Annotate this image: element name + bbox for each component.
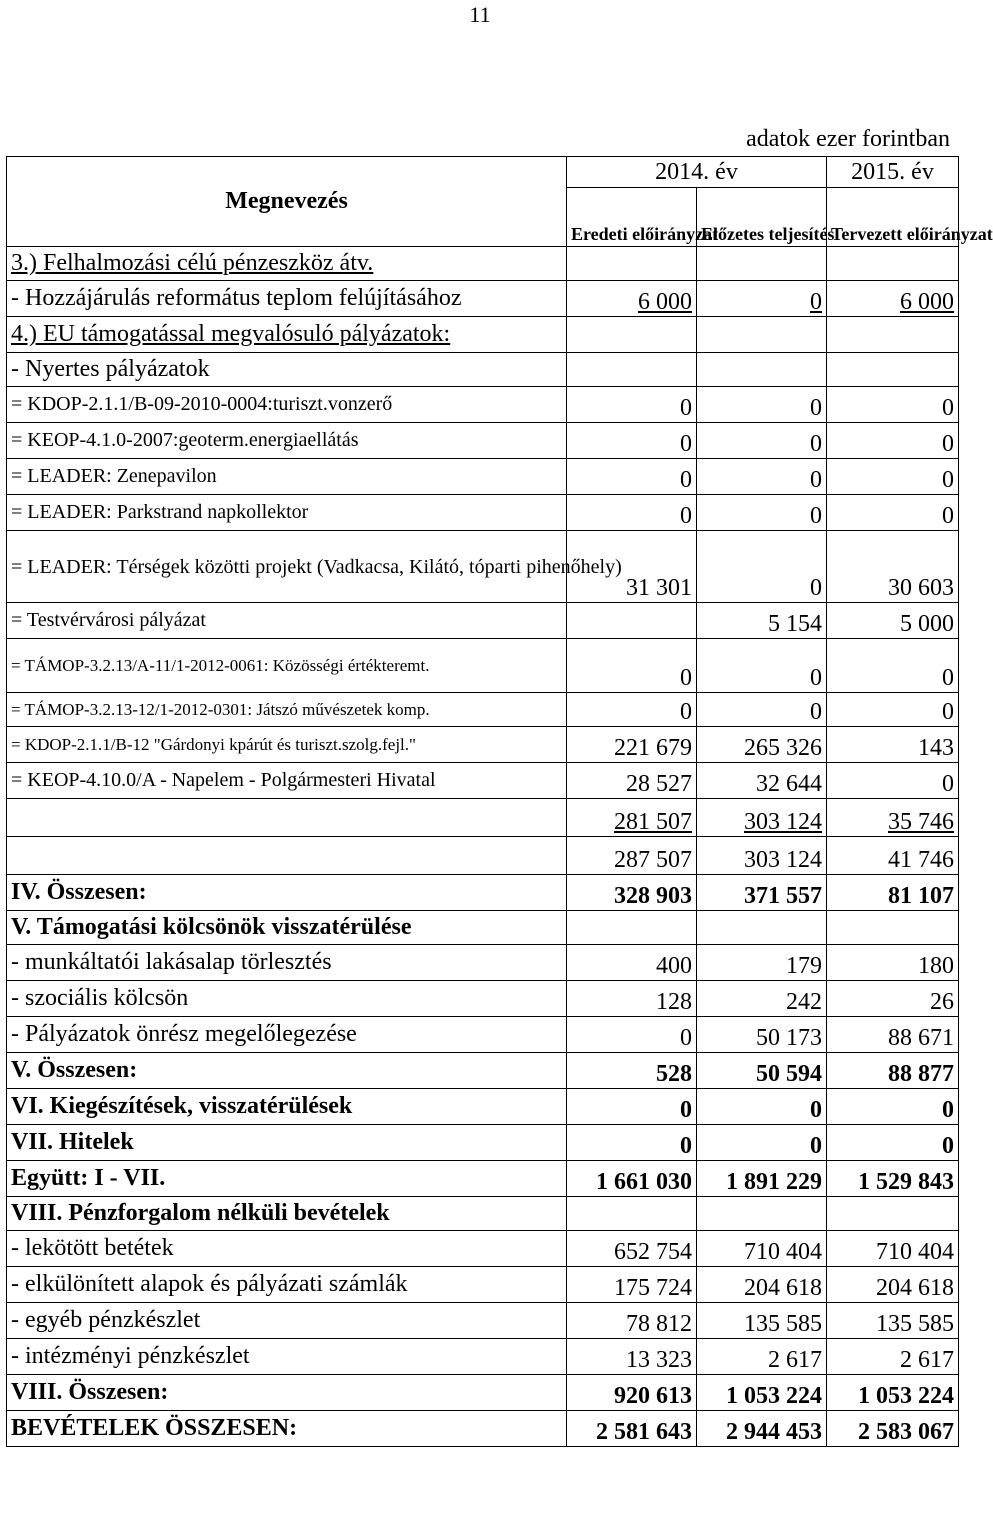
row-value-preliminary: 0 (697, 1089, 827, 1125)
row-value-preliminary: 0 (697, 1125, 827, 1161)
row-value-planned (827, 247, 959, 281)
table-row (7, 531, 959, 603)
table-row (7, 1197, 959, 1231)
row-value-planned: 0 (827, 1125, 959, 1161)
table-row (7, 1125, 959, 1161)
table-row (7, 1411, 959, 1447)
row-value-original: 920 613 (567, 1375, 697, 1411)
row-value-preliminary: 32 644 (697, 763, 827, 799)
row-value-original: 128 (567, 981, 697, 1017)
row-label: - Hozzájárulás református teplom felújításához (7, 281, 567, 317)
row-value-preliminary: 2 944 453 (697, 1411, 827, 1447)
header-name: Megnevezés (7, 157, 567, 247)
row-value-planned: 0 (827, 693, 959, 727)
row-value-original: 78 812 (567, 1303, 697, 1339)
row-value-planned: 180 (827, 945, 959, 981)
row-value-planned: 35 746 (827, 799, 959, 837)
row-value-preliminary (697, 247, 827, 281)
row-value-planned: 143 (827, 727, 959, 763)
row-value-preliminary: 0 (697, 639, 827, 693)
row-value-planned: 88 671 (827, 1017, 959, 1053)
row-label: VI. Kiegészítések, visszatérülések (7, 1089, 567, 1125)
row-value-original: 175 724 (567, 1267, 697, 1303)
row-value-preliminary: 0 (697, 281, 827, 317)
row-value-planned: 41 746 (827, 837, 959, 875)
row-value-original: 2 581 643 (567, 1411, 697, 1447)
row-value-planned: 30 603 (827, 531, 959, 603)
row-value-planned: 0 (827, 459, 959, 495)
row-value-preliminary: 50 594 (697, 1053, 827, 1089)
row-value-preliminary: 0 (697, 423, 827, 459)
table-row (7, 1231, 959, 1267)
table-row (7, 875, 959, 911)
header-col-preliminary: Előzetes teljesítés (697, 188, 827, 247)
row-label: - intézményi pénzkészlet (7, 1339, 567, 1375)
row-label: = KDOP-2.1.1/B-09-2010-0004:turiszt.vonzerő (7, 387, 567, 423)
table-row (7, 1375, 959, 1411)
table-row (7, 603, 959, 639)
row-value-preliminary: 303 124 (697, 799, 827, 837)
table-row (7, 459, 959, 495)
row-value-planned: 26 (827, 981, 959, 1017)
header-row-years (7, 157, 959, 188)
header-col-planned: Tervezett előirányzat (827, 188, 959, 247)
row-value-preliminary: 242 (697, 981, 827, 1017)
row-value-preliminary: 1 053 224 (697, 1375, 827, 1411)
row-value-preliminary (697, 317, 827, 353)
row-label: Együtt: I - VII. (7, 1161, 567, 1197)
unit-note: adatok ezer forintban (746, 126, 950, 152)
row-value-planned (827, 911, 959, 945)
row-value-preliminary: 50 173 (697, 1017, 827, 1053)
row-label: = LEADER: Zenepavilon (7, 459, 567, 495)
row-label: = KDOP-2.1.1/B-12 "Gárdonyi kpárút és turiszt.szolg.fejl." (7, 727, 567, 763)
table-row (7, 387, 959, 423)
header-year-2015: 2015. év (827, 157, 959, 188)
row-value-original: 0 (567, 459, 697, 495)
row-label: = LEADER: Parkstrand napkollektor (7, 495, 567, 531)
row-value-original: 0 (567, 693, 697, 727)
row-value-planned: 0 (827, 495, 959, 531)
row-value-original: 528 (567, 1053, 697, 1089)
row-value-preliminary: 265 326 (697, 727, 827, 763)
row-value-original: 6 000 (567, 281, 697, 317)
row-value-planned: 0 (827, 763, 959, 799)
row-value-original (567, 911, 697, 945)
table-row (7, 911, 959, 945)
table-row (7, 353, 959, 387)
table-row (7, 945, 959, 981)
table-row (7, 1267, 959, 1303)
row-value-original: 0 (567, 423, 697, 459)
table-row (7, 799, 959, 837)
row-value-original: 221 679 (567, 727, 697, 763)
row-label: = TÁMOP-3.2.13-12/1-2012-0301: Játszó művészetek komp. (7, 693, 567, 727)
table-row (7, 1303, 959, 1339)
table-row (7, 1339, 959, 1375)
row-label: = KEOP-4.10.0/A - Napelem - Polgármesteri Hivatal (7, 763, 567, 799)
row-value-original (567, 353, 697, 387)
row-value-original: 0 (567, 495, 697, 531)
table-row (7, 727, 959, 763)
row-value-planned: 204 618 (827, 1267, 959, 1303)
row-label: - lekötött betétek (7, 1231, 567, 1267)
row-label: VIII. Pénzforgalom nélküli bevételek (7, 1197, 567, 1231)
row-label: - Nyertes pályázatok (7, 353, 567, 387)
row-value-planned (827, 353, 959, 387)
row-label: = KEOP-4.1.0-2007:geoterm.energiaellátás (7, 423, 567, 459)
row-value-original (567, 317, 697, 353)
row-label: - szociális kölcsön (7, 981, 567, 1017)
row-value-preliminary: 204 618 (697, 1267, 827, 1303)
row-value-original: 31 301 (567, 531, 697, 603)
row-value-planned: 1 529 843 (827, 1161, 959, 1197)
row-label: = Testvérvárosi pályázat (7, 603, 567, 639)
row-label: V. Támogatási kölcsönök visszatérülése (7, 911, 567, 945)
page-number: 11 (469, 2, 491, 27)
row-value-preliminary: 0 (697, 495, 827, 531)
row-value-planned: 710 404 (827, 1231, 959, 1267)
row-value-planned: 6 000 (827, 281, 959, 317)
table-row (7, 281, 959, 317)
row-value-original: 0 (567, 639, 697, 693)
row-value-planned: 5 000 (827, 603, 959, 639)
row-value-preliminary: 0 (697, 531, 827, 603)
row-value-preliminary: 5 154 (697, 603, 827, 639)
table-row (7, 247, 959, 281)
budget-table (6, 156, 993, 1447)
row-label: 4.) EU támogatással megvalósuló pályázatok: (7, 317, 567, 353)
row-value-preliminary: 303 124 (697, 837, 827, 875)
row-value-original (567, 603, 697, 639)
row-value-preliminary: 371 557 (697, 875, 827, 911)
row-value-original: 1 661 030 (567, 1161, 697, 1197)
table-row (7, 317, 959, 353)
row-label: = TÁMOP-3.2.13/A-11/1-2012-0061: Közösségi értékteremt. (7, 639, 567, 693)
row-value-planned: 1 053 224 (827, 1375, 959, 1411)
row-value-preliminary (697, 353, 827, 387)
row-label: IV. Összesen: (7, 875, 567, 911)
row-value-original (567, 247, 697, 281)
row-label: BEVÉTELEK ÖSSZESEN: (7, 1411, 567, 1447)
table-row (7, 1017, 959, 1053)
row-value-preliminary: 710 404 (697, 1231, 827, 1267)
row-value-preliminary (697, 911, 827, 945)
row-value-planned (827, 1197, 959, 1231)
table-row (7, 763, 959, 799)
row-value-planned: 0 (827, 1089, 959, 1125)
row-value-original: 0 (567, 1125, 697, 1161)
row-value-planned: 0 (827, 423, 959, 459)
row-label: - munkáltatói lakásalap törlesztés (7, 945, 567, 981)
row-label: VII. Hitelek (7, 1125, 567, 1161)
row-label: - elkülönített alapok és pályázati számlák (7, 1267, 567, 1303)
row-value-original: 281 507 (567, 799, 697, 837)
row-value-original: 0 (567, 1017, 697, 1053)
row-label: = LEADER: Térségek közötti projekt (Vadkacsa, Kilátó, tóparti pihenőhely) (7, 531, 567, 603)
row-value-original: 13 323 (567, 1339, 697, 1375)
row-label: V. Összesen: (7, 1053, 567, 1089)
row-label: VIII. Összesen: (7, 1375, 567, 1411)
row-value-preliminary: 0 (697, 459, 827, 495)
table-row (7, 495, 959, 531)
row-value-original: 0 (567, 1089, 697, 1125)
row-value-preliminary: 2 617 (697, 1339, 827, 1375)
table-row (7, 639, 959, 693)
row-value-original: 328 903 (567, 875, 697, 911)
row-value-preliminary: 179 (697, 945, 827, 981)
row-value-original: 400 (567, 945, 697, 981)
row-value-original: 652 754 (567, 1231, 697, 1267)
row-value-planned: 81 107 (827, 875, 959, 911)
row-value-preliminary: 0 (697, 387, 827, 423)
row-value-original: 287 507 (567, 837, 697, 875)
row-value-original (567, 1197, 697, 1231)
row-label (7, 837, 567, 875)
row-value-planned: 135 585 (827, 1303, 959, 1339)
table-row (7, 981, 959, 1017)
row-label: 3.) Felhalmozási célú pénzeszköz átv. (7, 247, 567, 281)
row-value-preliminary: 1 891 229 (697, 1161, 827, 1197)
row-label: - Pályázatok önrész megelőlegezése (7, 1017, 567, 1053)
row-label: - egyéb pénzkészlet (7, 1303, 567, 1339)
table-row (7, 423, 959, 459)
row-value-preliminary: 135 585 (697, 1303, 827, 1339)
table-row (7, 1161, 959, 1197)
row-label (7, 799, 567, 837)
row-value-preliminary (697, 1197, 827, 1231)
table-row (7, 1053, 959, 1089)
header-col-original: Eredeti előirányzat (567, 188, 697, 247)
row-value-planned: 2 617 (827, 1339, 959, 1375)
row-value-preliminary: 0 (697, 693, 827, 727)
table-row (7, 693, 959, 727)
row-value-original: 0 (567, 387, 697, 423)
table-row (7, 1089, 959, 1125)
row-value-planned: 0 (827, 639, 959, 693)
row-value-planned: 0 (827, 387, 959, 423)
row-value-planned: 88 877 (827, 1053, 959, 1089)
row-value-original: 28 527 (567, 763, 697, 799)
header-year-2014: 2014. év (567, 157, 827, 188)
row-value-planned (827, 317, 959, 353)
table-row (7, 837, 959, 875)
row-value-planned: 2 583 067 (827, 1411, 959, 1447)
